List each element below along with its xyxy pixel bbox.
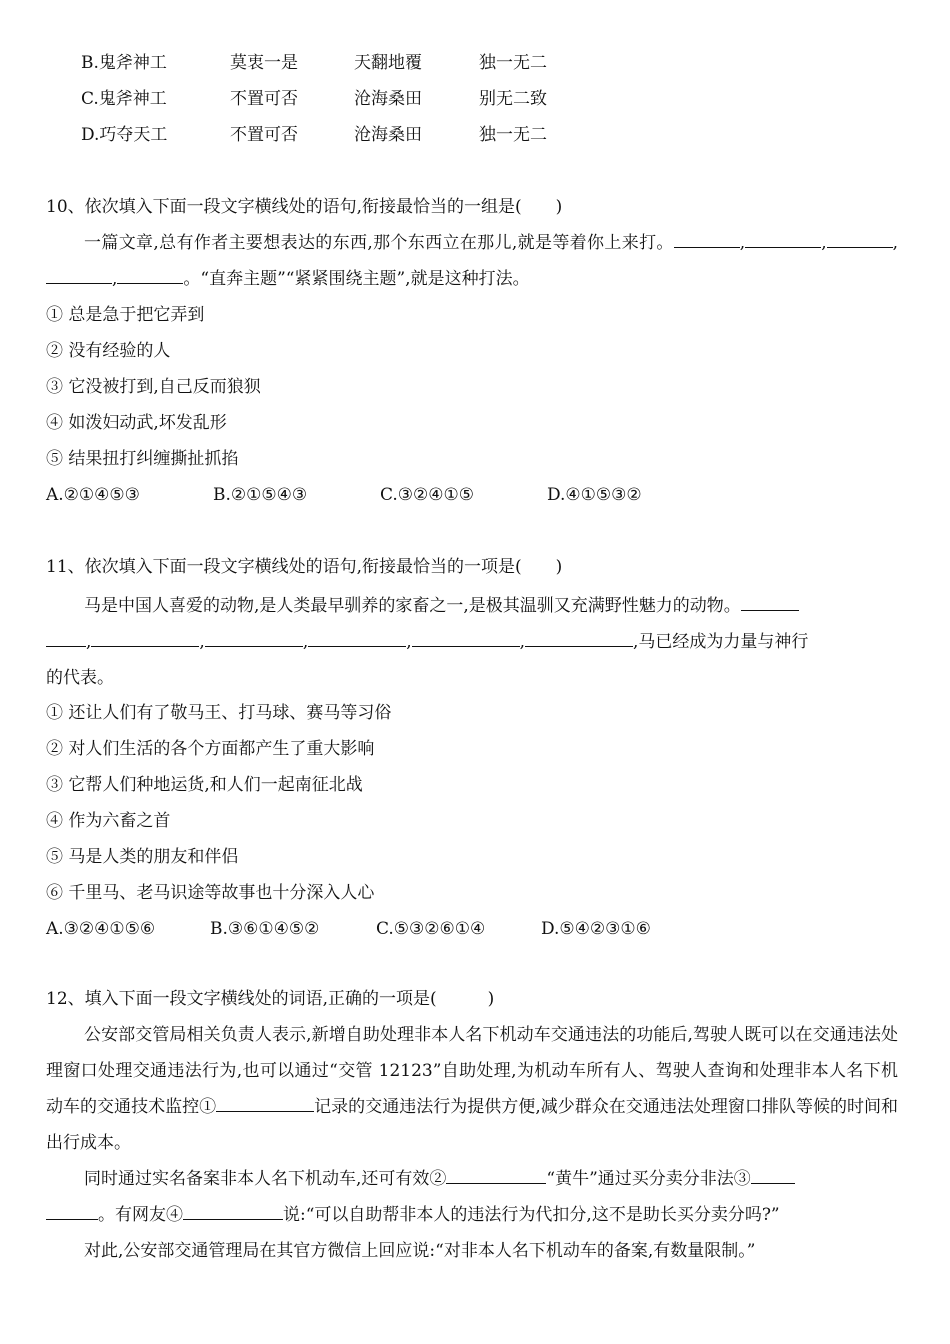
q12-p2-end: 说:“可以自助帮非本人的违法行为代扣分,这不是助长买分卖分吗?”: [283, 1205, 780, 1225]
q9-option-d-word2: 不置可否: [230, 125, 298, 145]
q10-choices: [0, 484, 950, 506]
q9-option-c-label: C.鬼斧神工: [81, 89, 167, 109]
q9-option-d-label: D.巧夺天工: [81, 125, 168, 145]
q9-option-d-word4: 独一无二: [479, 125, 547, 145]
q12-p1-text: 公安部交管局相关负责人表示,新增自助处理非本人名下机动车交通违法的功能后,驾驶人既可以在交通违法处理窗口处理交通违法行为,也可以通过“交管 12123”自助处理,为机动车所有人、驾驶人查询和处理非本人名下机动车的交通技术监控①: [46, 1025, 898, 1117]
q9-option-c-word4: 别无二致: [479, 89, 547, 109]
q9-option-c: [0, 88, 950, 110]
q10-passage-end: 。“直奔主题”“紧紧围绕主题”,就是这种打法。: [183, 269, 530, 289]
q10-item-2: ② 没有经验的人: [46, 341, 171, 361]
q12-p1-end: 记录的交通违法行为提供方便,减少群众在交通违法处理窗口排队等候的时间和出行成本。: [46, 1097, 899, 1153]
q11-item-5: ⑤ 马是人类的朋友和伴侣: [46, 847, 239, 867]
q11-choice-c[interactable]: C.⑤③②⑥①④: [376, 919, 486, 939]
q9-option-b-label: B.鬼斧神工: [81, 53, 167, 73]
q11-blank-5[interactable]: [412, 628, 520, 647]
q12-blank-3a[interactable]: [751, 1165, 795, 1184]
q11-passage-mid: ,马已经成为力量与神行: [633, 632, 809, 652]
q11-passage-text: 马是中国人喜爱的动物,是人类最早驯养的家畜之一,是极其温驯又充满野性魅力的动物。: [84, 596, 741, 616]
q11-blank-1a[interactable]: [741, 592, 799, 611]
q12-p2-mid2: 。有网友④: [98, 1205, 183, 1225]
q10-item-5: ⑤ 结果扭打纠缠撕扯抓掐: [46, 449, 239, 469]
q12-blank-1[interactable]: [216, 1093, 314, 1112]
q9-option-c-word3: 沧海桑田: [354, 89, 422, 109]
q11-stem: 11、依次填入下面一段文字横线处的语句,衔接最恰当的一项是( ): [46, 557, 563, 577]
q11-choice-d[interactable]: D.⑤④②③①⑥: [541, 919, 651, 939]
q10-stem: 10、依次填入下面一段文字横线处的语句,衔接最恰当的一组是( ): [46, 197, 563, 217]
q12-p3-text: 对此,公安部交通管理局在其官方微信上回应说:“对非本人名下机动车的备案,有数量限制。”: [84, 1241, 756, 1261]
q10-passage: 一篇文章,总有作者主要想表达的东西,那个东西立在那儿,就是等着你上来打。 , , ,, 。“直奔主题”“紧紧围绕主题”,就是这种打法。: [46, 225, 898, 297]
q11-blank-3[interactable]: [205, 628, 303, 647]
q10-item-3: ③ 它没被打到,自己反而狼狈: [46, 377, 261, 397]
q11-blank-1b[interactable]: [46, 628, 86, 647]
q11-item-3: ③ 它帮人们种地运货,和人们一起南征北战: [46, 775, 363, 795]
q10-blank-4[interactable]: [46, 265, 112, 284]
q11-item-4: ④ 作为六畜之首: [46, 811, 171, 831]
q11-item-6: ⑥ 千里马、老马识途等故事也十分深入人心: [46, 883, 375, 903]
q12-p2-text: 同时通过实名备案非本人名下机动车,还可有效②: [84, 1169, 447, 1189]
q12-p2-mid: “黄牛”通过买分卖分非法③: [546, 1169, 751, 1189]
q9-option-d-word3: 沧海桑田: [354, 125, 422, 145]
q11-passage: 马是中国人喜爱的动物,是人类最早驯养的家畜之一,是极其温驯又充满野性魅力的动物。 , , , , , ,马已经成为力量与神行 的代表。: [46, 588, 898, 696]
q12-stem: 12、填入下面一段文字横线处的词语,正确的一项是( ): [46, 989, 495, 1009]
q9-option-b: [0, 52, 950, 74]
q11-choice-a[interactable]: A.③②④①⑤⑥: [46, 919, 156, 939]
q9-option-d: [0, 124, 950, 146]
q10-blank-2[interactable]: [745, 229, 821, 248]
q12-paragraph-1: [46, 1017, 898, 1161]
q10-blank-1[interactable]: [674, 229, 740, 248]
q10-blank-5[interactable]: [117, 265, 183, 284]
q11-choices: [0, 918, 950, 940]
q10-choice-d[interactable]: D.④①⑤③②: [547, 485, 642, 505]
q10-blank-3[interactable]: [827, 229, 893, 248]
q12-blank-2[interactable]: [446, 1165, 546, 1184]
q11-item-1: ① 还让人们有了敬马王、打马球、赛马等习俗: [46, 703, 392, 723]
q9-option-b-word2: 莫衷一是: [230, 53, 298, 73]
q9-option-b-word4: 独一无二: [479, 53, 547, 73]
q12-blank-4[interactable]: [183, 1201, 283, 1220]
q9-option-c-word2: 不置可否: [230, 89, 298, 109]
q12-paragraph-2: [46, 1161, 898, 1233]
q10-item-1: ① 总是急于把它弄到: [46, 305, 205, 325]
q9-option-b-word3: 天翻地覆: [354, 53, 422, 73]
q10-choice-c[interactable]: C.③②④①⑤: [380, 485, 475, 505]
q10-item-4: ④ 如泼妇动武,坏发乱形: [46, 413, 227, 433]
q12-paragraph-3: [46, 1233, 898, 1269]
q11-item-2: ② 对人们生活的各个方面都产生了重大影响: [46, 739, 375, 759]
q11-blank-4[interactable]: [308, 628, 406, 647]
q11-passage-end: 的代表。: [46, 668, 114, 688]
q10-choice-a[interactable]: A.②①④⑤③: [46, 485, 140, 505]
q10-passage-text: 一篇文章,总有作者主要想表达的东西,那个东西立在那儿,就是等着你上来打。: [84, 233, 674, 253]
q11-blank-6[interactable]: [525, 628, 633, 647]
q10-choice-b[interactable]: B.②①⑤④③: [213, 485, 308, 505]
q12-blank-3b[interactable]: [46, 1201, 98, 1220]
q11-blank-2[interactable]: [91, 628, 199, 647]
q11-choice-b[interactable]: B.③⑥①④⑤②: [210, 919, 320, 939]
